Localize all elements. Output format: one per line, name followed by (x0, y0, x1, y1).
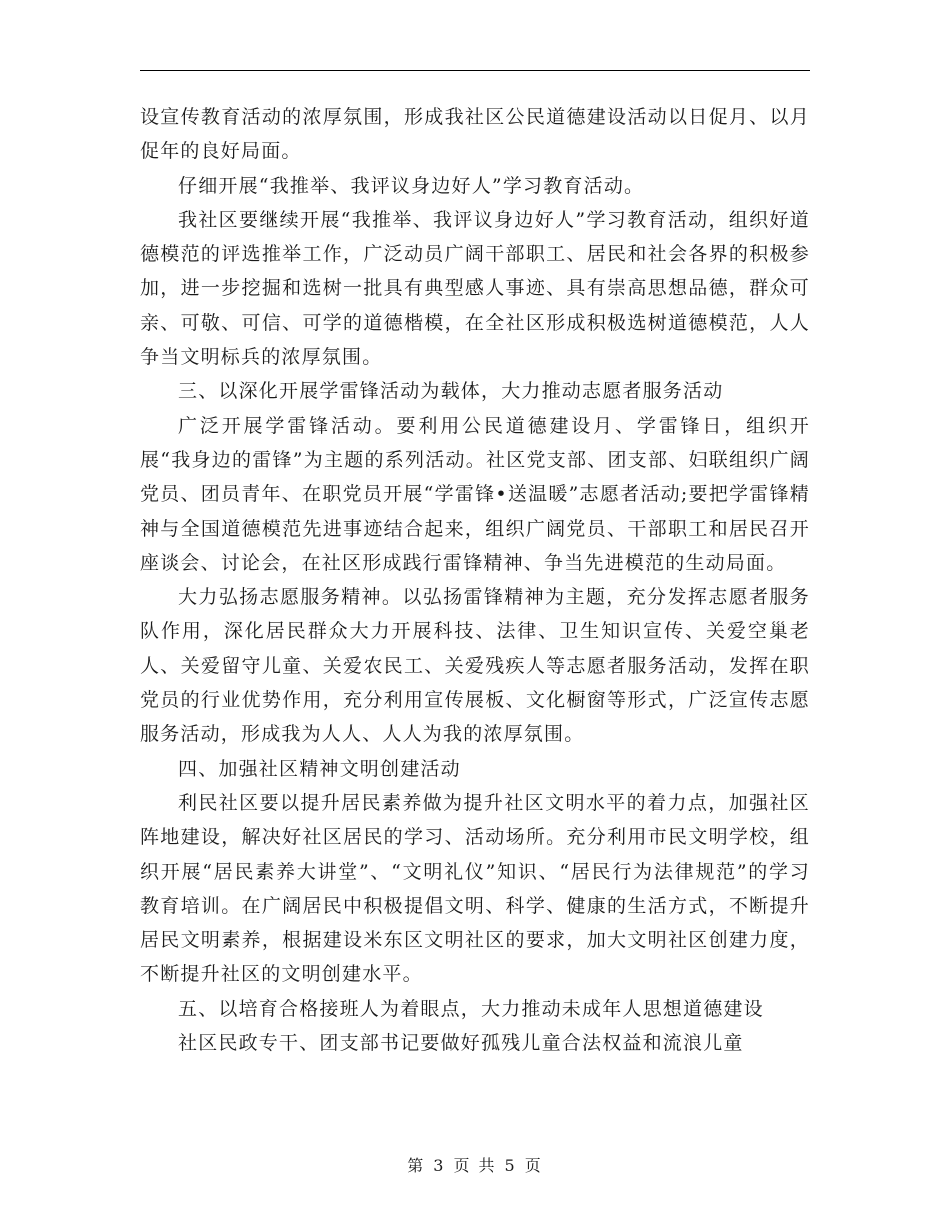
paragraph: 我社区要继续开展“我推举、我评议身边好人”学习教育活动，组织好道德模范的评选推举工作，广泛动员广阔干部职工、居民和社会各界的积极参加，进一步挖掘和选树一批具有典型感人事迹、具有崇高思想品德，群众可亲、可敬、可信、可学的道德楷模，在全社区形成积极选树道德模范，人人争当文明标兵的浓厚氛围。 (140, 208, 810, 369)
paragraph: 设宣传教育活动的浓厚氛围，形成我社区公民道德建设活动以日促月、以月促年的良好局面。 (140, 106, 810, 163)
paragraph: 利民社区要以提升居民素养做为提升社区文明水平的着力点，加强社区阵地建设，解决好社区居民的学习、活动场所。充分利用市民文明学校，组织开展“居民素养大讲堂”、“文明礼仪”知识、“居民行为法律规范”的学习教育培训。在广阔居民中积极提倡文明、科学、健康的生活方式，不断提升居民文明素养，根据建设米东区文明社区的要求，加大文明社区创建力度，不断提升社区的文明创建水平。 (140, 791, 810, 986)
body-text (140, 100, 810, 1060)
page-footer (0, 1153, 950, 1176)
footer-prefix: 第 (407, 1156, 426, 1175)
paragraph: 广泛开展学雷锋活动。要利用公民道德建设月、学雷锋日，组织开展“我身边的雷锋”为主题的系列活动。社区党支部、团支部、妇联组织广阔党员、团员青年、在职党员开展“学雷锋•送温暖”志愿者活动;要把学雷锋精神与全国道德模范先进事迹结合起来，组织广阔党员、干部职工和居民召开座谈会、讨论会，在社区形成践行雷锋精神、争当先进模范的生动局面。 (140, 414, 810, 574)
section-heading: 五、以培育合格接班人为着眼点，大力推动未成年人思想道德建设 (178, 997, 764, 1020)
footer-page-number: 3 (433, 1156, 446, 1175)
footer-suffix: 页 (524, 1156, 543, 1175)
paragraph: 社区民政专干、团支部书记要做好孤残儿童合法权益和流浪儿童 (178, 1032, 744, 1055)
paragraph: 仔细开展“我推举、我评议身边好人”学习教育活动。 (178, 174, 645, 197)
footer-mid: 页 共 (453, 1156, 497, 1175)
footer-total-pages: 5 (504, 1156, 517, 1175)
section-heading: 三、以深化开展学雷锋活动为载体，大力推动志愿者服务活动 (178, 380, 724, 403)
header-rule (140, 70, 810, 71)
section-heading: 四、加强社区精神文明创建活动 (178, 757, 461, 780)
paragraph: 大力弘扬志愿服务精神。以弘扬雷锋精神为主题，充分发挥志愿者服务队作用，深化居民群众大力开展科技、法律、卫生知识宣传、关爱空巢老人、关爱留守儿童、关爱农民工、关爱残疾人等志愿者服务活动，发挥在职党员的行业优势作用，充分利用宣传展板、文化橱窗等形式，广泛宣传志愿服务活动，形成我为人人、人人为我的浓厚氛围。 (140, 586, 810, 746)
